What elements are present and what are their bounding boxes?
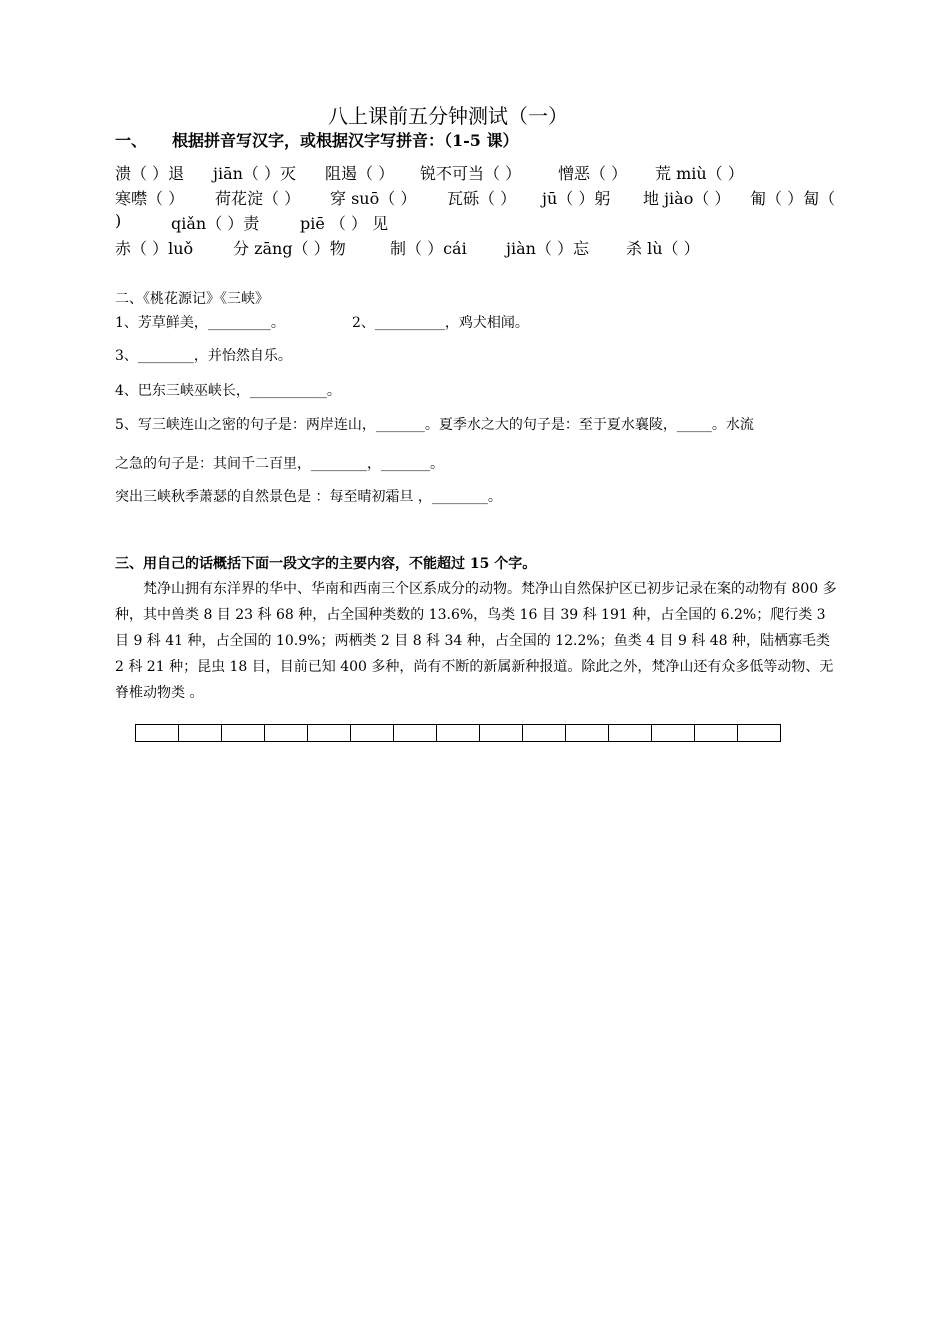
- row2-item: 寒噤（ ）: [115, 189, 185, 208]
- row2-item: 匍（ ）匐（: [750, 189, 836, 208]
- section1-row1: [0, 161, 950, 183]
- question-6: 突出三峡秋季萧瑟的自然景色是 ：每至晴初霜旦 ，________。: [115, 489, 502, 505]
- row2-item: 荷花淀（ ）: [215, 189, 301, 208]
- row2-item: jū（ ）躬: [542, 189, 611, 208]
- section1-number: 一、: [115, 131, 148, 150]
- answer-box[interactable]: [437, 725, 480, 741]
- row4-item: 制（ ）cái: [390, 239, 467, 258]
- section2-heading: 二、《桃花源记》《三峡》: [115, 291, 269, 307]
- question-5-line1: 5、写三峡连山之密的句子是：两岸连山，_______。夏季水之大的句子是：至于夏水襄陵，_____。水流: [115, 417, 754, 433]
- answer-box[interactable]: [738, 725, 780, 741]
- row1-item: 憎恶（ ）: [558, 164, 628, 183]
- row2-item: 地 jiào（ ）: [643, 189, 731, 208]
- row4-item: 分 zāng（ ）物: [233, 239, 346, 258]
- answer-box[interactable]: [351, 725, 394, 741]
- row4-item: 赤（ ）luǒ: [115, 239, 194, 258]
- answer-box[interactable]: [609, 725, 652, 741]
- row1-item: 溃（ ）退: [115, 164, 185, 183]
- row3-item: ): [115, 211, 122, 230]
- answer-box[interactable]: [480, 725, 523, 741]
- row3-item: qiǎn（ ）责: [171, 214, 260, 233]
- page-title: 八上课前五分钟测试（一）: [328, 104, 568, 128]
- section3-heading: 三、用自己的话概括下面一段文字的主要内容，不能超过 15 个字。: [115, 556, 537, 572]
- section1-row3: [0, 211, 950, 233]
- question-2: 2、__________，鸡犬相闻。: [352, 315, 529, 331]
- row3-item: piē （ ） 见: [300, 214, 389, 233]
- answer-box[interactable]: [136, 725, 179, 741]
- answer-box[interactable]: [179, 725, 222, 741]
- row1-item: 荒 miù（ ）: [655, 164, 744, 183]
- answer-box[interactable]: [566, 725, 609, 741]
- row1-item: 锐不可当（ ）: [420, 164, 522, 183]
- row1-item: jiān（ ）灭: [213, 164, 297, 183]
- row2-item: 穿 suō（ ）: [330, 189, 417, 208]
- row2-item: 瓦砾（ ）: [447, 189, 517, 208]
- answer-box[interactable]: [523, 725, 566, 741]
- section1-row4: [0, 236, 950, 258]
- row1-item: 阻遏（ ）: [325, 164, 395, 183]
- question-4: 4、巴东三峡巫峡长，___________。: [115, 383, 341, 399]
- question-3: 3、________，并怡然自乐。: [115, 348, 292, 364]
- answer-box[interactable]: [695, 725, 738, 741]
- row4-item: jiàn（ ）忘: [506, 239, 590, 258]
- section1-row2: [0, 186, 950, 208]
- paragraph-text: 梵净山拥有东洋界的华中、华南和西南三个区系成分的动物。梵净山自然保护区已初步记录在案的动物有 800 多种，其中兽类 8 目 23 科 68 种，占全国种类数的 13.6%，鸟类 16 目 39 科 191 种，占全国的 6.2%；爬行类 3 目 9 科 41 种，占全国的 10.9%；两栖类 2 目 8 科 34 种，占全国的 12.2%；鱼类 4 目 9 科 48 种，陆栖寡毛类 2 科 21 种；昆虫 18 目，目前已知 400 多种，尚有不断的新属新种报道。除此之外，梵净山还有众多低等动物、无脊椎动物类 。: [115, 581, 837, 701]
- answer-box[interactable]: [265, 725, 308, 741]
- answer-box[interactable]: [222, 725, 265, 741]
- section1-heading: 根据拼音写汉字，或根据汉字写拼音：（1-5 课）: [172, 131, 519, 150]
- answer-box[interactable]: [394, 725, 437, 741]
- question-1: 1、芳草鲜美，_________。: [115, 315, 285, 331]
- section3-paragraph: [115, 576, 843, 706]
- answer-box-row: [135, 724, 781, 742]
- row4-item: 杀 lù（ ）: [626, 239, 700, 258]
- question-5-line2: 之急的句子是：其间千二百里，________，_______。: [115, 456, 444, 472]
- answer-box[interactable]: [308, 725, 351, 741]
- answer-box[interactable]: [652, 725, 695, 741]
